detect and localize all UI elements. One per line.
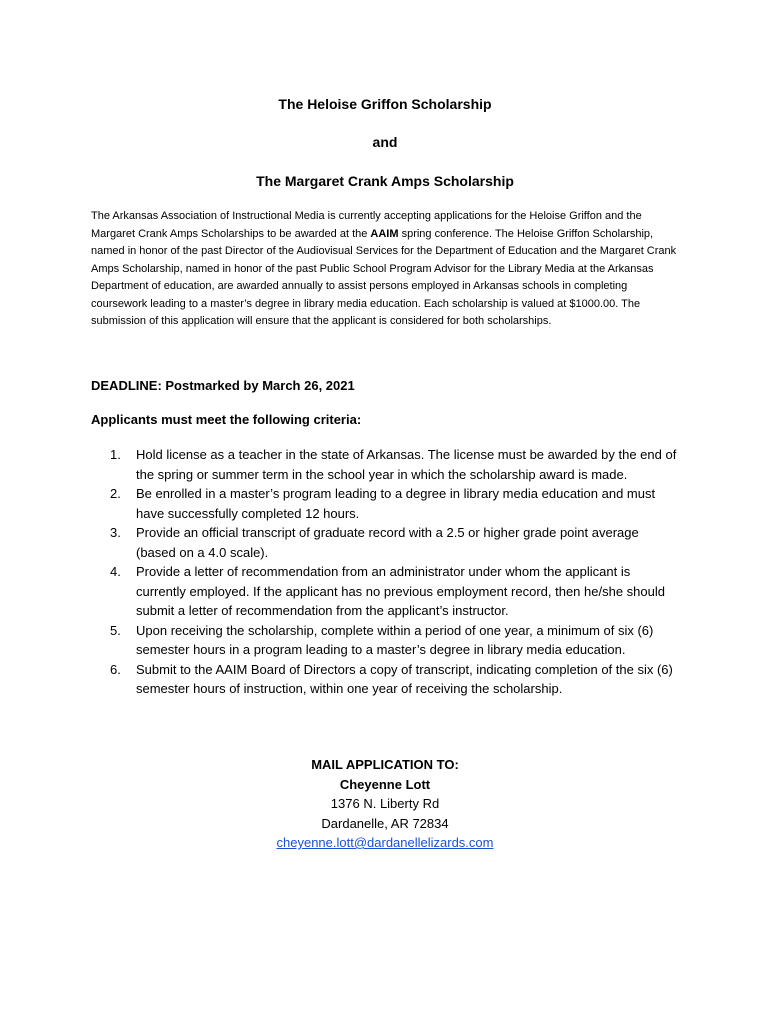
criteria-number: 6.	[110, 661, 121, 677]
deadline-text: DEADLINE: Postmarked by March 26, 2021	[91, 378, 355, 393]
mail-city: Dardanelle, AR 72834	[321, 815, 449, 831]
criteria-item	[110, 484, 680, 523]
criteria-number: 3.	[110, 525, 121, 540]
criteria-text: Upon receiving the scholarship, complete within a period of one year, a minimum of six (6) semester hours in a program leading to a master’s degree in library media education.	[136, 622, 654, 657]
criteria-text: Submit to the AAIM Board of Directors a copy of transcript, indicating completion of the six (6) semester hours of instruction, within one year of receiving the scholarship.	[136, 661, 673, 696]
title-heloise-griffon: The Heloise Griffon Scholarship	[278, 96, 492, 112]
mailing-address-block	[0, 755, 770, 853]
intro-aaim-bold: AAIM	[370, 227, 399, 240]
title-margaret-crank-amps: The Margaret Crank Amps Scholarship	[256, 173, 514, 189]
criteria-item	[110, 621, 680, 660]
criteria-heading: Applicants must meet the following criteria:	[91, 412, 362, 427]
criteria-text: Hold license as a teacher in the state of Arkansas. The license must be awarded by the end of the spring or summer term in the school year in which the scholarship award is made.	[136, 447, 677, 482]
criteria-text: Provide a letter of recommendation from an administrator under whom the applicant is currently employed. If the applicant has no previous employment record, then he/she should submit a letter of recommendation from the applicant’s instructor.	[136, 564, 665, 618]
title-and: and	[372, 134, 398, 150]
criteria-number: 2.	[110, 486, 121, 501]
criteria-number: 1.	[110, 447, 121, 462]
intro-text-part1: The Arkansas Association of Instructional Media is currently accepting applications for the Heloise Griffon and the Margaret Crank Amps Scholarships to be awarded at the	[91, 210, 642, 240]
mail-recipient-name: Cheyenne Lott	[339, 776, 431, 792]
criteria-list	[110, 445, 680, 699]
criteria-item	[110, 660, 680, 699]
criteria-number: 4.	[110, 564, 121, 579]
criteria-text: Be enrolled in a master’s program leading to a degree in library media education and must have successfully completed 12 hours.	[136, 486, 656, 521]
mail-heading: MAIL APPLICATION TO:	[311, 757, 459, 772]
mail-street: 1376 N. Liberty Rd	[330, 796, 440, 811]
criteria-item	[110, 562, 680, 621]
intro-text-part2: spring conference. The Heloise Griffon Scholarship, named in honor of the past Director of the Audiovisual Services for the Department of Education and the Margaret Crank Amps Scholarship, named in honor of the past Public School Program Advisor for the Library Media at the Arkansas Department of education, are awarded annually to assist persons employed in Arkansas schools in completing coursework leading to a master’s degree in library media education. Each scholarship is valued at $1000.00. The submission of this application will ensure that the applicant is considered for both scholarships.	[91, 227, 677, 327]
intro-paragraph	[91, 208, 681, 331]
email-link[interactable]: cheyenne.lott@dardanellelizards.com	[276, 835, 494, 850]
criteria-number: 5.	[110, 622, 121, 638]
criteria-text: Provide an official transcript of graduate record with a 2.5 or higher grade point average (based on a 4.0 scale).	[136, 525, 639, 560]
criteria-item	[110, 523, 680, 562]
criteria-item	[110, 445, 680, 484]
